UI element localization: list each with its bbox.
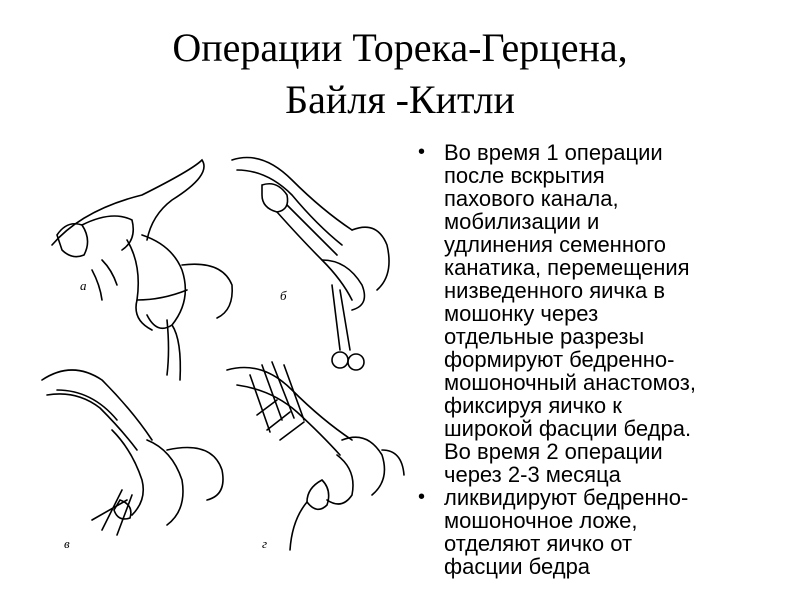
bullet-1-line-4: мобилизации и xyxy=(444,209,600,234)
bullet-2-line-4: фасции бедра xyxy=(444,554,591,579)
bullet-dot-icon: • xyxy=(418,141,426,163)
figure-label-d: г xyxy=(262,536,268,551)
figure-label-a: а xyxy=(80,278,87,293)
bullet-1-line-12: фиксируя яичко к xyxy=(444,393,622,418)
figure-label-c: в xyxy=(64,536,70,551)
panel-d-drawing xyxy=(227,362,404,550)
bullet-2-line-2: мошоночное ложе, xyxy=(444,508,638,533)
bullet-1-line-10: формируют бедренно- xyxy=(444,347,675,372)
bullet-dot-icon: • xyxy=(418,486,426,508)
title-line-1: Операции Торека-Герцена, xyxy=(172,25,628,70)
bullet-list xyxy=(414,141,794,578)
bullet-1-line-8: мошонку через xyxy=(444,301,599,326)
panel-b-drawing xyxy=(232,158,389,371)
bullet-1-line-1: Во время 1 операции xyxy=(444,140,663,165)
panel-c-drawing xyxy=(42,370,223,535)
bullet-2-line-1: ликвидируют бедренно- xyxy=(444,485,689,510)
panel-a-drawing xyxy=(52,160,232,380)
bullet-1-line-3: пахового канала, xyxy=(444,186,619,211)
bullet-1-line-15: через 2-3 месяца xyxy=(444,462,621,487)
bullet-1-line-13: широкой фасции бедра. xyxy=(444,416,692,441)
bullet-1-line-11: мошоночный анастомоз, xyxy=(444,370,696,395)
bullet-1-line-14: Во время 2 операции xyxy=(444,439,663,464)
bullet-1-line-6: канатика, перемещения xyxy=(444,255,690,280)
bullet-1-line-9: отдельные разрезы xyxy=(444,324,645,349)
slide-title xyxy=(0,22,800,126)
title-line-2: Байля -Китли xyxy=(285,77,515,122)
surgical-illustration xyxy=(22,150,412,585)
bullet-1-line-5: удлинения семенного xyxy=(444,232,666,257)
bullet-1-line-7: низведенного яичка в xyxy=(444,278,666,303)
surgical-drawing xyxy=(22,150,412,585)
figure-label-b: б xyxy=(280,288,287,303)
bullet-1-line-2: после вскрытия xyxy=(444,163,605,188)
bullet-item-1 xyxy=(414,141,794,486)
bullet-item-2 xyxy=(414,486,794,578)
bullet-2-line-3: отделяют яичко от xyxy=(444,531,633,556)
